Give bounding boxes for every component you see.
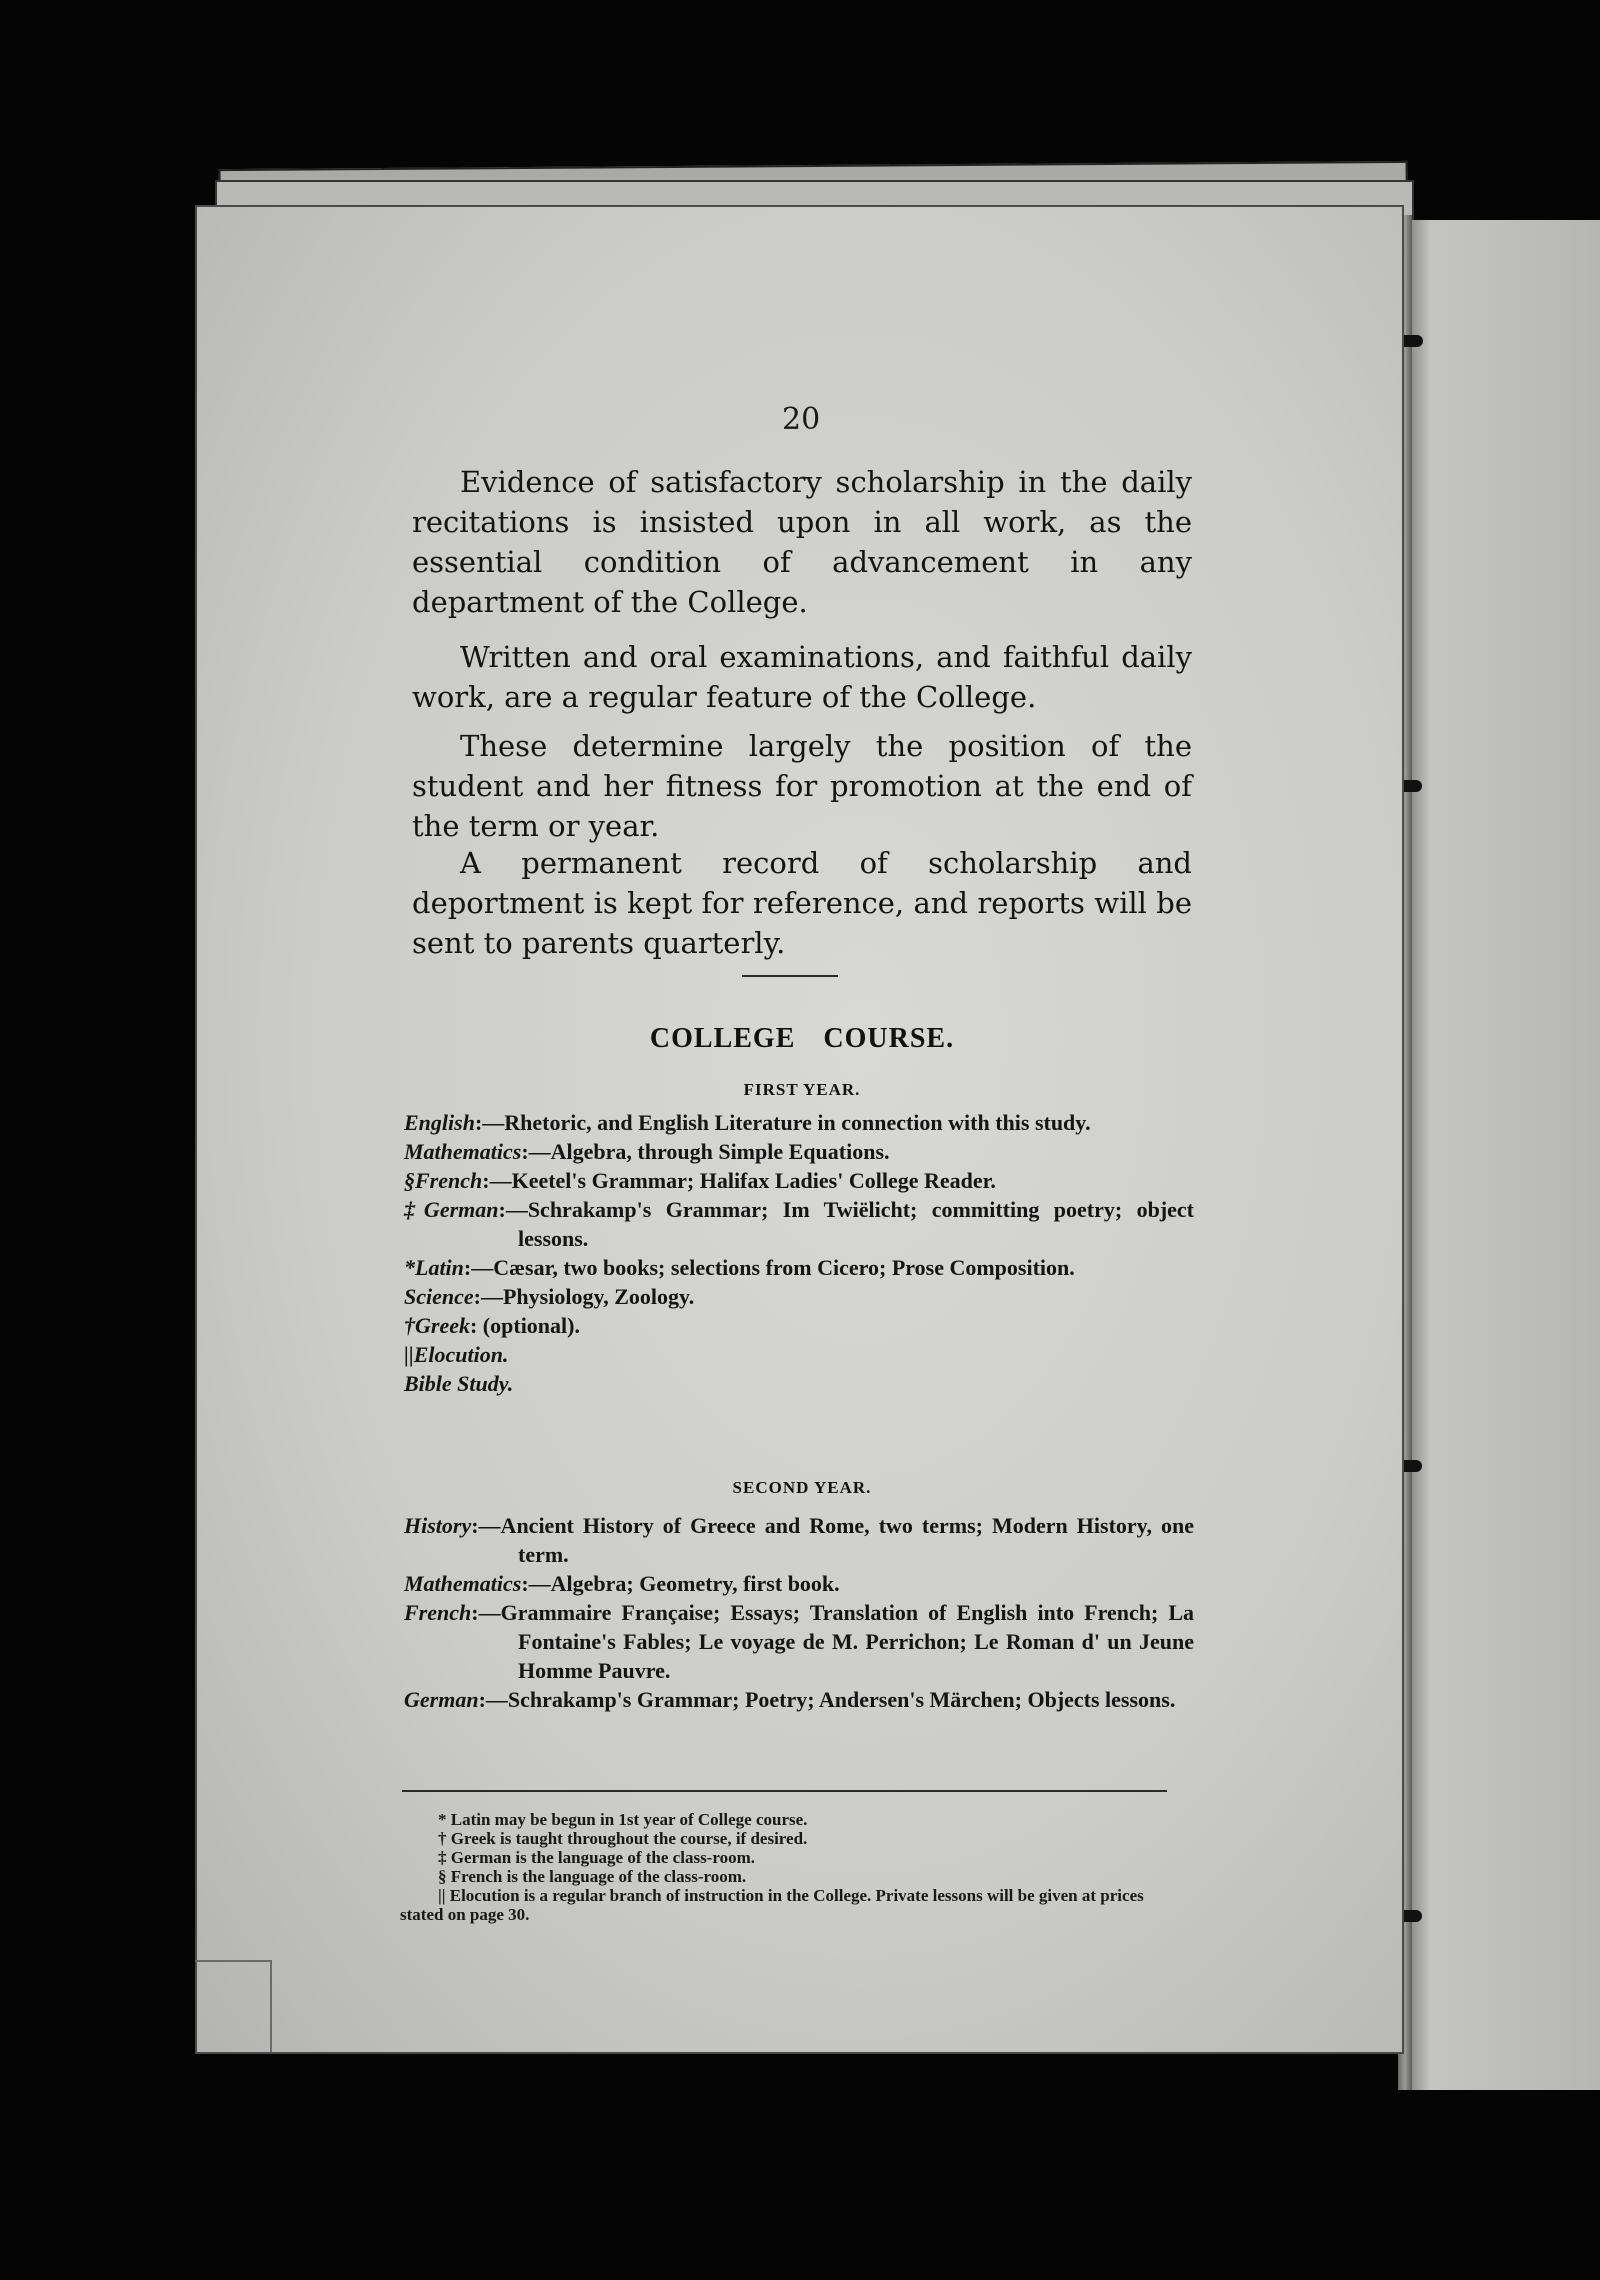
subject-greek: †Greek: (optional). (404, 1313, 580, 1338)
footnote: † Greek is taught throughout the course, if desired. (438, 1829, 808, 1848)
footnote: § French is the language of the class-room. (438, 1867, 747, 1886)
subject-mathematics: Mathematics:—Algebra, through Simple Equations. (404, 1139, 890, 1164)
second-year-heading: SECOND YEAR. (732, 1478, 872, 1497)
second-year-subjects (404, 1511, 1194, 1714)
subject-history: History:—Ancient History of Greece and Rome, two terms; Modern History, one term. (404, 1513, 1194, 1567)
footnote: * Latin may be begun in 1st year of College course. (438, 1810, 808, 1829)
footnote-divider (402, 1790, 1167, 1792)
first-year-heading: FIRST YEAR. (743, 1080, 861, 1099)
intro-paragraph-2: Written and oral examinations, and faithful daily work, are a regular feature of the College. (412, 640, 1192, 714)
footnote: || Elocution is a regular branch of instruction in the College. Private lessons will be given at prices stated on page 30. (400, 1886, 1144, 1924)
intro-paragraph-3: These determine largely the position of the student and her fitness for promotion at the end of the term or year. (412, 729, 1192, 843)
subject-french: French:—Grammaire Française; Essays; Translation of English into French; La Fontaine's Fables; Le voyage de M. Perrichon; Le Roman d' un Jeune Homme Pauvre. (404, 1600, 1194, 1683)
subject-mathematics: Mathematics:—Algebra; Geometry, first book. (404, 1571, 840, 1596)
intro-paragraph-1: Evidence of satisfactory scholarship in the daily recitations is insisted upon in all work, as the essential condition of advancement in any department of the College. (412, 465, 1192, 619)
college-course-title: COLLEGE COURSE. (649, 1023, 955, 1054)
subject-french: §French:—Keetel's Grammar; Halifax Ladies' College Reader. (404, 1168, 996, 1193)
subject-english: English:—Rhetoric, and English Literature in connection with this study. (404, 1110, 1091, 1135)
subject-german: German:—Schrakamp's Grammar; Poetry; Andersen's Märchen; Objects lessons. (404, 1687, 1176, 1712)
page-number: 20 (782, 402, 821, 437)
subject-elocution: ||Elocution. (404, 1342, 509, 1367)
subject-german: ‡German:—Schrakamp's Grammar; Im Twiëlicht; committing poetry; object lessons. (404, 1197, 1195, 1251)
footnotes (400, 1810, 1190, 1924)
facing-page (1408, 220, 1600, 2090)
first-year-subjects (404, 1108, 1194, 1398)
footnote: ‡ German is the language of the class-room. (438, 1848, 755, 1867)
subject-science: Science:—Physiology, Zoology. (404, 1284, 695, 1309)
subject-latin: *Latin:—Cæsar, two books; selections from Cicero; Prose Composition. (404, 1255, 1075, 1280)
section-divider (742, 975, 838, 977)
intro-paragraph-4: A permanent record of scholarship and deportment is kept for reference, and reports will be sent to parents quarterly. (412, 846, 1192, 960)
page-corner-crease (195, 1960, 272, 2052)
subject-bible-study: Bible Study. (404, 1371, 514, 1396)
